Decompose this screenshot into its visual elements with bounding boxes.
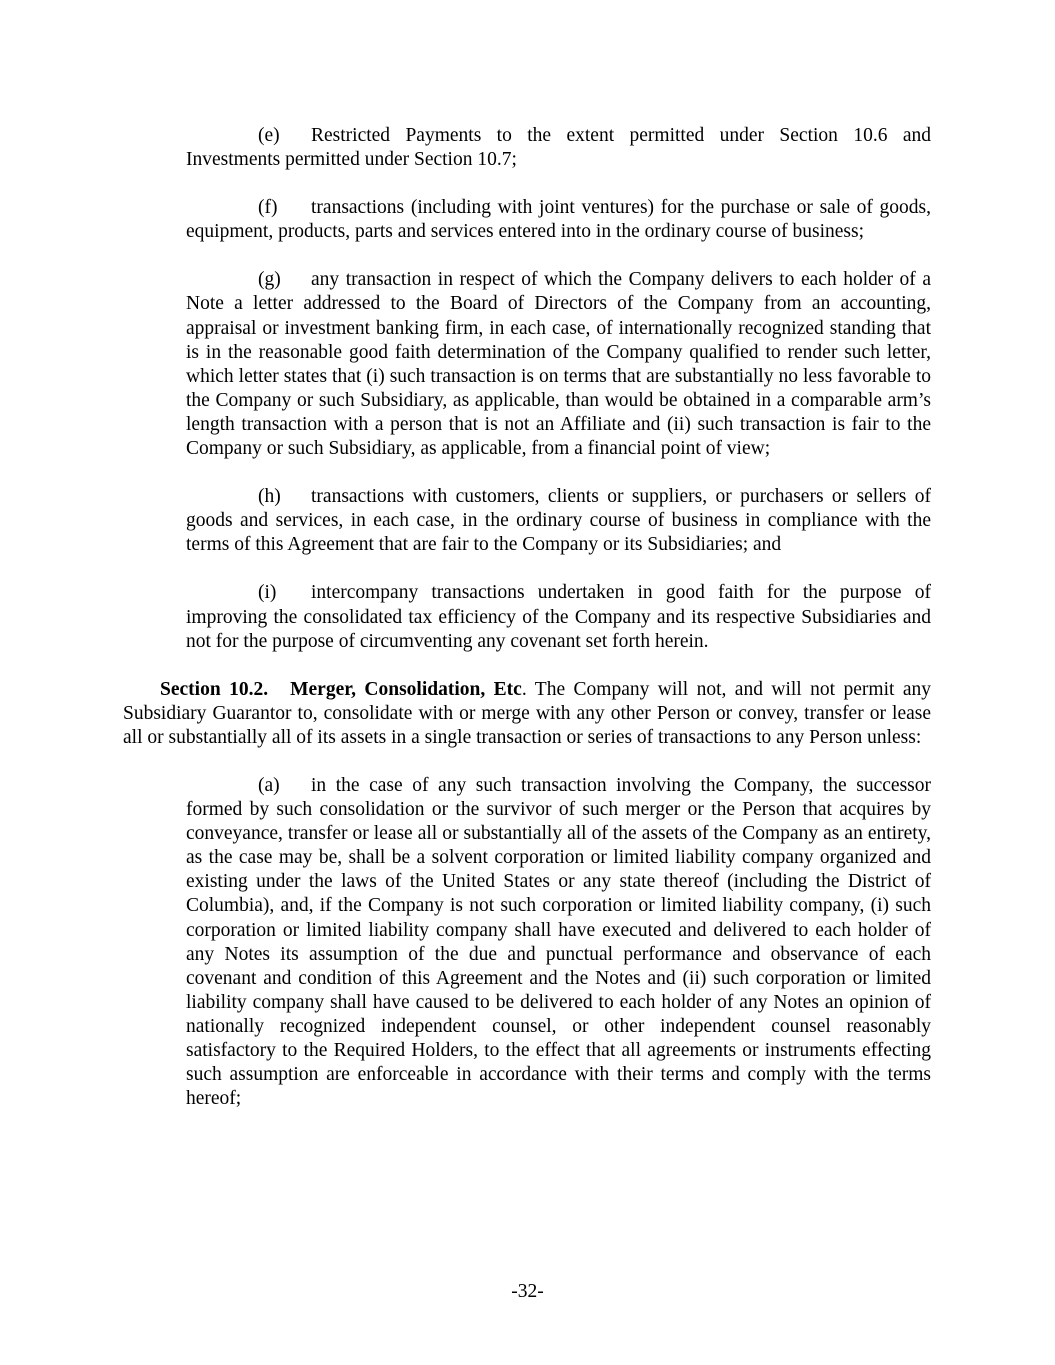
clause-f xyxy=(186,196,931,244)
clause-h xyxy=(186,485,931,557)
clause-i xyxy=(186,581,931,653)
page-number: -32- xyxy=(511,1281,544,1302)
clause-label: (h) xyxy=(258,486,281,508)
clause-text: transactions (including with joint ventures) for the purchase or sale of goods, equipment, products, parts and services entered into in the ordinary course of business; xyxy=(186,197,931,243)
clause-text: any transaction in respect of which the Company delivers to each holder of a Note a letter addressed to the Board of Directors of the Company from an accounting, appraisal or investment banking firm, in each case, of internationally recognized standing that is in the reasonable good faith determination of the Company qualified to render such letter, which letter states that (i) such transaction is on terms that are substantially no less favorable to the Company or such Subsidiary, as applicable, than would be obtained in a comparable arm’s length transaction with a person that is not an Affiliate and (ii) such transaction is fair to the Company or such Subsidiary, as applicable, from a financial point of view; xyxy=(186,269,931,460)
clause-label: (f) xyxy=(258,197,278,219)
clause-text: transactions with customers, clients or suppliers, or purchasers or sellers of goods and services, in each case, in the ordinary course of business in compliance with the terms of this Agreement that are fair to the Company or its Subsidiaries; and xyxy=(186,486,931,556)
clause-text: Restricted Payments to the extent permitted under Section 10.6 and Investments permitted under Section 10.7; xyxy=(186,125,931,171)
clause-label: (g) xyxy=(258,269,281,291)
clause-text: intercompany transactions undertaken in good faith for the purpose of improving the consolidated tax efficiency of the Company and its respective Subsidiaries and not for the purpose of circumventing any covenant set forth herein. xyxy=(186,582,931,652)
section-text: . The Company will not, and will not permit any Subsidiary Guarantor to, consolidate with or merge with any other Person or convey, transfer or lease all or substantially all of its assets in a single transaction or series of transactions to any Person unless: xyxy=(123,678,932,748)
section-title: Merger, Consolidation, Etc xyxy=(290,678,522,700)
clause-e xyxy=(186,124,931,172)
document-body xyxy=(0,124,1055,1135)
clause-label: (i) xyxy=(258,582,277,604)
clause-label: (e) xyxy=(258,125,280,146)
clause-g xyxy=(186,268,931,461)
section-10-2 xyxy=(123,678,931,750)
section-number: Section 10.2. xyxy=(160,678,269,700)
clause-a xyxy=(186,774,931,1111)
clause-label: (a) xyxy=(258,774,280,796)
clause-text: in the case of any such transaction involving the Company, the successor formed by such consolidation or the survivor of such merger or the Person that acquires by conveyance, transfer or lease all or substantially all of the assets of the Company as an entirety, as the case may be, shall be a solvent corporation or limited liability company organized and existing under the laws of the United States or any state thereof (including the District of Columbia), and, if the Company is not such corporation or limited liability company, (i) such corporation or limited liability company shall have executed and delivered to each holder of any Notes its assumption of the due and punctual performance and observance of each covenant and condition of this Agreement and the Notes and (ii) such corporation or limited liability company shall have caused to be delivered to each holder of any Notes an opinion of nationally recognized independent counsel, or other independent counsel reasonably satisfactory to the Required Holders, to the effect that all agreements or instruments effecting such assumption are enforceable in accordance with their terms and comply with the terms hereof; xyxy=(186,774,931,1110)
